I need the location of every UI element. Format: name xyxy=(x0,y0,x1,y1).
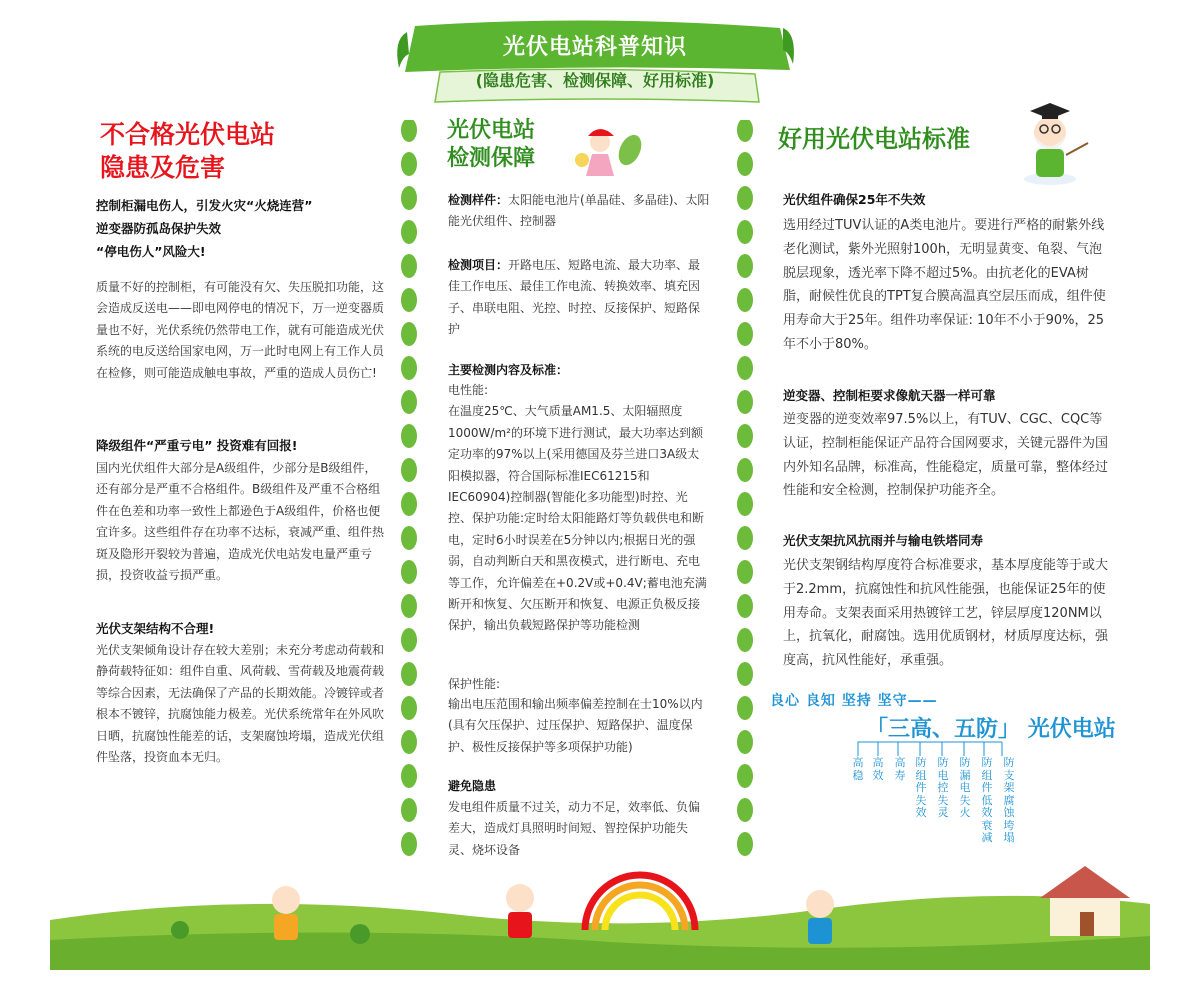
items-label: 检测项目： xyxy=(448,258,509,272)
left-sub-line1: 控制柜漏电伤人，引发火灾“火烧连营” xyxy=(96,198,313,213)
avoid-risk-text: 发电组件质量不过关，动力不足，效率低、负偏差大，造成灯具照明时间短、智控保护功能失灵、烧坏设备 xyxy=(448,800,701,857)
middle-sample-section xyxy=(448,190,710,233)
point-5: 防电控失灵 xyxy=(937,756,949,819)
left-title-line1: 不合格光伏电站 xyxy=(100,120,276,149)
left-subheading-3: 光伏支架结构不合理! xyxy=(96,621,215,636)
right-heading-3: 光伏支架抗风抗雨并与输电铁塔同寿 xyxy=(783,533,984,548)
sample-label: 检测样件： xyxy=(448,193,509,207)
middle-title-line1: 光伏电站 xyxy=(447,118,536,143)
left-subheading-1 xyxy=(96,194,386,263)
slogan: 良心 良知 坚持 坚守—— xyxy=(770,693,938,709)
slogan-main: 三高、五防 xyxy=(888,717,999,742)
right-section-title: 好用光伏电站标准 xyxy=(778,125,970,153)
point-3: 高寿 xyxy=(894,756,906,782)
left-sub-line3: “停电伤人”风险大! xyxy=(96,244,206,259)
middle-title-line2: 检测保障 xyxy=(447,146,536,171)
left-title-line2: 隐患及危害 xyxy=(100,153,226,182)
left-paragraph-3: 光伏支架倾角设计存在较大差别；未充分考虑动荷载和静荷载特征如：组件自重、风荷载、雪荷载及地震荷载等综合因素，无法确保了产品的长期效能。冷镀锌或者根本不镀锌，抗腐蚀能力极差。光伏系统常年在外风吹日晒，抗腐蚀性能差的话，支架腐蚀垮塌，造成光伏组件坠落，投资血本无归。 xyxy=(96,643,385,765)
fairy-girl-illustration xyxy=(572,120,642,182)
main-content-label: 主要检测内容及标准： xyxy=(448,363,569,377)
header-title: 光伏电站科普知识 xyxy=(502,35,687,60)
left-subheading-2: 降级组件“严重亏电” 投资难有回报! xyxy=(96,438,298,453)
point-8: 防支架腐蚀垮塌 xyxy=(1003,756,1015,844)
slogan-connector-lines xyxy=(850,738,1010,758)
point-1: 高稳 xyxy=(852,756,864,782)
avoid-risk-label: 避免隐患 xyxy=(448,779,497,793)
left-section-title xyxy=(100,118,360,184)
items-text: 开路电压、短路电流、最大功率、最佳工作电压、最佳工作电流、转换效率、填充因子、串联电阻、光控、时控、反接保护、短路保护 xyxy=(448,258,701,337)
slogan-bracket-close: 」 xyxy=(998,717,1021,742)
leaf-vine-left xyxy=(398,120,420,880)
protection-label: 保护性能: xyxy=(448,677,501,691)
slogan-bracket-open: 「 xyxy=(866,717,889,742)
point-2: 高效 xyxy=(872,756,884,782)
leaf-vine-right xyxy=(734,120,756,880)
main-content-text: 电性能: 在温度25℃、大气质量AM1.5、太阳辐照度1000W/m²的环境下进行测试，最大功率达到额定功率的97%以上(采用德国及芬兰进口3A级太阳模拟器，符合国际标准IEC61215和IEC60904)控制器(智能化多功能型)时控、光控、保护功能:定时给太阳能路灯等负载供电和断电，定时6小时误差在5分钟以内;根据日光的强弱，自动判断白天和黑夜模式，进行断电、充电等工作，允许偏差在+0.2V或+0.4V;蓄电池充满断开和恢复、欠压断开和恢复、电源正负极反接保护，输出负载短路保护等功能检测 xyxy=(448,383,707,633)
right-paragraph-1: 选用经过TUV认证的A类电池片。要进行严格的耐紫外线老化测试，紫外光照射100h，无明显黄变、龟裂、气泡脱层现象，透光率下降不超过5%。由抗老化的EVA树脂，耐候性优良的TPT复合膜高温真空层压而成，组件使用寿命大于25年。组件功率保证: 10年不小于90%，25年不小于80%。 xyxy=(783,218,1106,352)
professor-illustration xyxy=(1012,95,1092,185)
right-heading-2: 逆变器、控制柜要求像航天器一样可靠 xyxy=(783,388,996,403)
point-4: 防组件失效 xyxy=(915,756,927,819)
middle-items-section xyxy=(448,255,710,341)
protection-text: 输出电压范围和输出频率偏差控制在士10%以内(具有欠压保护、过压保护、短路保护、温度保护、极性反接保护等多项保护功能) xyxy=(448,697,703,754)
right-paragraph-2: 逆变器的逆变效率97.5%以上，有TUV、CGC、CQC等认证，控制柜能保证产品符合国网要求，关键元器件为国内外知名品牌，标准高，性能稳定，质量可靠，整体经过性能和安全检测，控制保护功能齐全。 xyxy=(783,412,1109,499)
middle-section-title xyxy=(447,117,587,173)
slogan-tail: 光伏电站 xyxy=(1020,717,1116,742)
left-paragraph-2: 国内光伏组件大部分是A级组件，少部分是B级组件，还有部分是严重不合格组件。B级组件及严重不合格组件在色差和功率一致性上都逊色于A级组件，价格也便宜许多。这些组件存在功率不达标，衰减严重、组件热斑及隐形开裂较为普遍，造成光伏电站发电量严重亏损，投资收益亏损严重。 xyxy=(96,461,385,583)
header-subtitle: (隐患危害、检测保障、好用标准) xyxy=(475,71,715,90)
right-paragraph-3: 光伏支架钢结构厚度符合标准要求，基本厚度能等于或大于2.2mm，抗腐蚀性和抗风性能强，也能保证25年的使用寿命。支架表面采用热镀锌工艺，锌层厚度120NM以上，抗氧化，耐腐蚀。选用优质钢材，材质厚度达标，强度高，抗风性能好，承重强。 xyxy=(783,558,1109,669)
sample-text: 太阳能电池片(单晶硅、多晶硅)、太阳能光伏组件、控制器 xyxy=(448,193,710,229)
point-6: 防漏电失火 xyxy=(959,756,971,819)
right-heading-1: 光伏组件确保25年不失效 xyxy=(783,192,926,207)
point-7: 防组件低效衰减 xyxy=(981,756,993,844)
left-sub-line2: 逆变器防孤岛保护失效 xyxy=(96,221,222,236)
left-paragraph-1: 质量不好的控制柜，有可能没有欠、失压脱扣功能，这会造成反送电——即电网停电的情况下，万一逆变器质量也不好，光伏系统仍然带电工作，就有可能造成光伏系统的电反送给国家电网，万一此时电网上有工作人员在检修，则可能造成触电事故，严重的造成人员伤亡! xyxy=(96,280,385,380)
bottom-scenery xyxy=(50,860,1150,970)
